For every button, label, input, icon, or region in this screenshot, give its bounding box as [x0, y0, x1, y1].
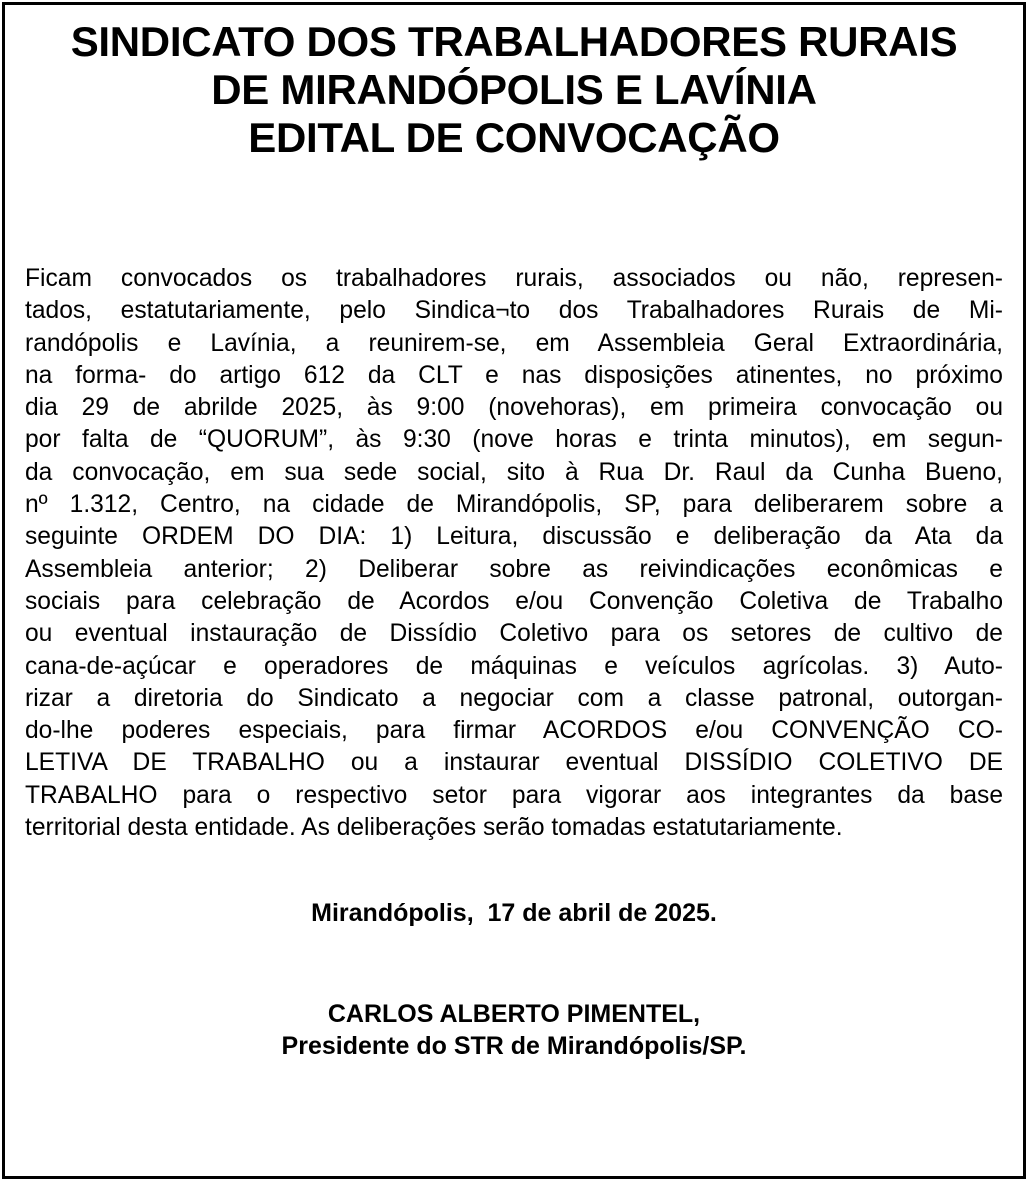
place-and-date: Mirandópolis, 17 de abril de 2025. [311, 899, 717, 927]
signature-block [0, 998, 1028, 1062]
body-line: rizar a diretoria do Sindicato a negociar com a classe patronal, outorgan- [25, 684, 1003, 712]
body-line: sociais para celebração de Acordos e/ou Convenção Coletiva de Trabalho [25, 587, 1003, 615]
signatory-name: CARLOS ALBERTO PIMENTEL, [327, 1000, 701, 1028]
signatory-title: Presidente do STR de Mirandópolis/SP. [281, 1032, 747, 1060]
body-line: ou eventual instauração de Dissídio Coletivo para os setores de cultivo de [25, 620, 1003, 648]
body-line: tados, estatutariamente, pelo Sindica¬to dos Trabalhadores Rurais de Mi- [25, 297, 1003, 325]
notice-body [25, 263, 1003, 844]
document-title: EDITAL DE CONVOCAÇÃO [248, 114, 780, 161]
body-line: seguinte ORDEM DO DIA: 1) Leitura, discussão e deliberação da Ata da [25, 523, 1003, 551]
body-line: LETIVA DE TRABALHO ou a instaurar eventual DISSÍDIO COLETIVO DE [25, 749, 1003, 777]
body-line: na forma- do artigo 612 da CLT e nas disposições atinentes, no próximo [25, 361, 1003, 389]
body-line: dia 29 de abrilde 2025, às 9:00 (novehoras), em primeira convocação ou [25, 394, 1003, 422]
body-line: TRABALHO para o respectivo setor para vigorar aos integrantes da base [25, 781, 1003, 809]
body-line: territorial desta entidade. As deliberações serão tomadas estatutariamente. [25, 814, 843, 842]
body-line: do-lhe poderes especiais, para firmar ACORDOS e/ou CONVENÇÃO CO- [25, 717, 1003, 745]
body-line: Assembleia anterior; 2) Deliberar sobre as reivindicações econômicas e [25, 555, 1003, 583]
body-line: randópolis e Lavínia, a reunirem-se, em Assembleia Geral Extraordinária, [25, 329, 1003, 357]
body-line: nº 1.312, Centro, na cidade de Mirandópolis, SP, para deliberarem sobre a [25, 491, 1003, 519]
body-line: cana-de-açúcar e operadores de máquinas e veículos agrícolas. 3) Auto- [25, 652, 1003, 680]
body-line: Ficam convocados os trabalhadores rurais, associados ou não, represen- [25, 265, 1003, 292]
body-line: da convocação, em sua sede social, sito à Rua Dr. Raul da Cunha Bueno, [25, 458, 1003, 486]
document-header [0, 18, 1028, 162]
union-name-line-1: SINDICATO DOS TRABALHADORES RURAIS [70, 18, 958, 65]
body-line: por falta de “QUORUM”, às 9:30 (nove horas e trinta minutos), em segun- [25, 426, 1003, 454]
union-name-line-2: DE MIRANDÓPOLIS E LAVÍNIA [211, 66, 817, 113]
